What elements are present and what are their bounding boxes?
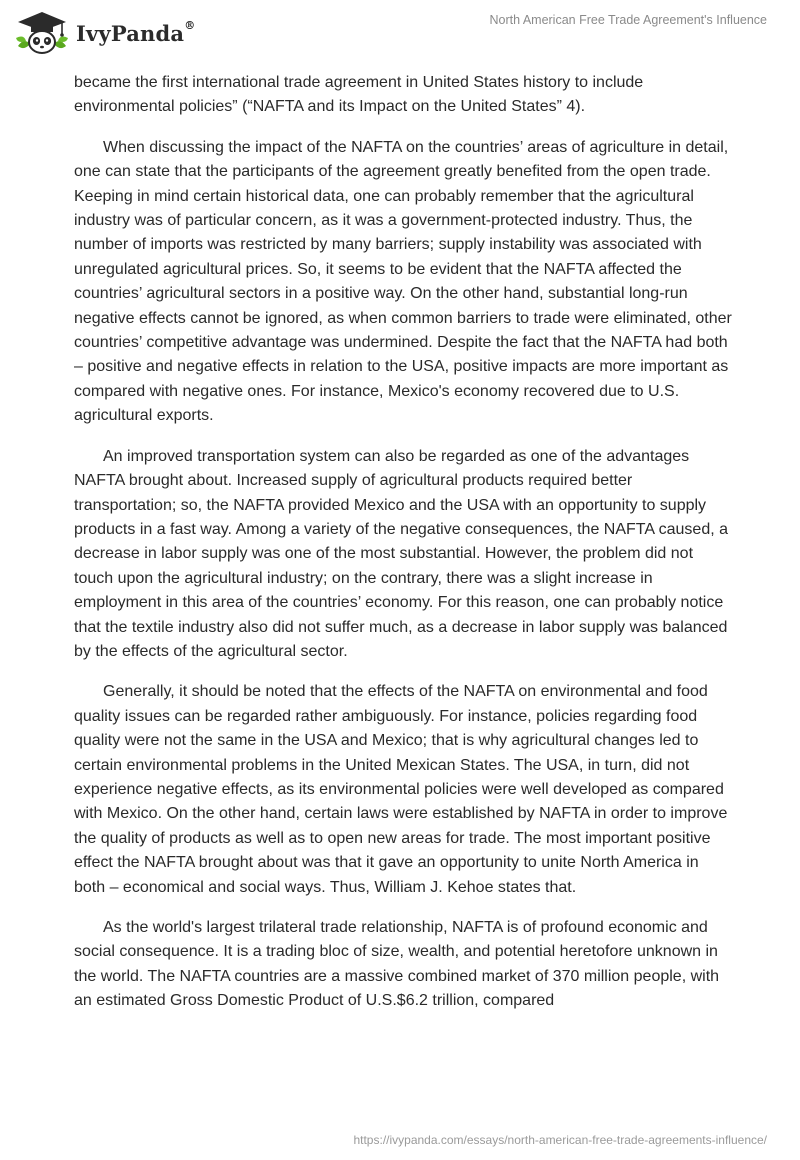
paragraph-continuation: became the first international trade agreement in United States history to include environmental policies” (“NAFTA and its Impact on the United States” 4). bbox=[74, 74, 644, 116]
source-url-link[interactable]: https://ivypanda.com/essays/north-american-free-trade-agreements-influence/ bbox=[353, 1133, 767, 1147]
panda-graduate-icon bbox=[14, 10, 70, 56]
paragraph: When discussing the impact of the NAFTA on the countries’ areas of agriculture in detail, one can state that the participants of the agreement greatly benefited from the open trade. Keeping in mind certain historical data, one can probably remember that the agricultural industry was of particular concern, as it was a government-protected industry. Thus, the number of imports was restricted by many barriers; supply instability was associated with unregulated agricultural prices. So, it seems to be evident that the NAFTA affected the countries’ agricultural sectors in a positive way. On the other hand, substantial long-run negative effects cannot be ignored, as when common barriers to trade were eliminated, other countries’ competitive advantage was undermined. Despite the fact that the NAFTA had both – positive and negative effects in relation to the USA, positive impacts are more important as compared with negative ones. For instance, Mexico's economy recovered due to U.S. agricultural exports. bbox=[74, 138, 732, 425]
paragraph: An improved transportation system can also be regarded as one of the advantages NAFTA brought about. Increased supply of agricultural products required better transportation; so, the NAFTA provided Mexico and the USA with an opportunity to supply products in a fast way. Among a variety of the negative consequences, the NAFTA caused, a decrease in labor supply was one of the most substantial. However, the problem did not touch upon the agricultural industry; on the contrary, there was a slight increase in employment in this area of the countries’ economy. For this reason, one can probably notice that the textile industry also did not suffer much, as a decrease in labor supply was balanced by the effects of the agricultural sector. bbox=[74, 447, 728, 660]
brand-name: IvyPanda® bbox=[76, 18, 196, 46]
paragraph: As the world's largest trilateral trade relationship, NAFTA is of profound economic and social consequence. It is a trading bloc of size, wealth, and potential heretofore unknown in the world. The NAFTA countries are a massive combined market of 370 million people, with an estimated Gross Domestic Product of U.S.$6.2 trillion, compared bbox=[74, 919, 720, 1010]
page-header bbox=[0, 0, 800, 64]
paragraph: Generally, it should be noted that the effects of the NAFTA on environmental and food quality issues can be regarded rather ambiguously. For instance, policies regarding food quality were not the same in the USA and Mexico; that is why agricultural changes led to certain environmental problems in the United Mexican States. The USA, in turn, did not experience negative effects, as its environmental policies were well developed as compared with Mexico. On the other hand, certain laws were established by NAFTA in order to improve the quality of products as well as to open new areas for trade. The most important positive effect the NAFTA brought about was that it gave an opportunity to unite North America in both – economical and social ways. Thus, William J. Kehoe states that. bbox=[74, 683, 728, 896]
essay-body bbox=[74, 71, 734, 1030]
document-title: North American Free Trade Agreement's Influence bbox=[489, 13, 767, 27]
ivypanda-logo[interactable] bbox=[14, 10, 195, 56]
